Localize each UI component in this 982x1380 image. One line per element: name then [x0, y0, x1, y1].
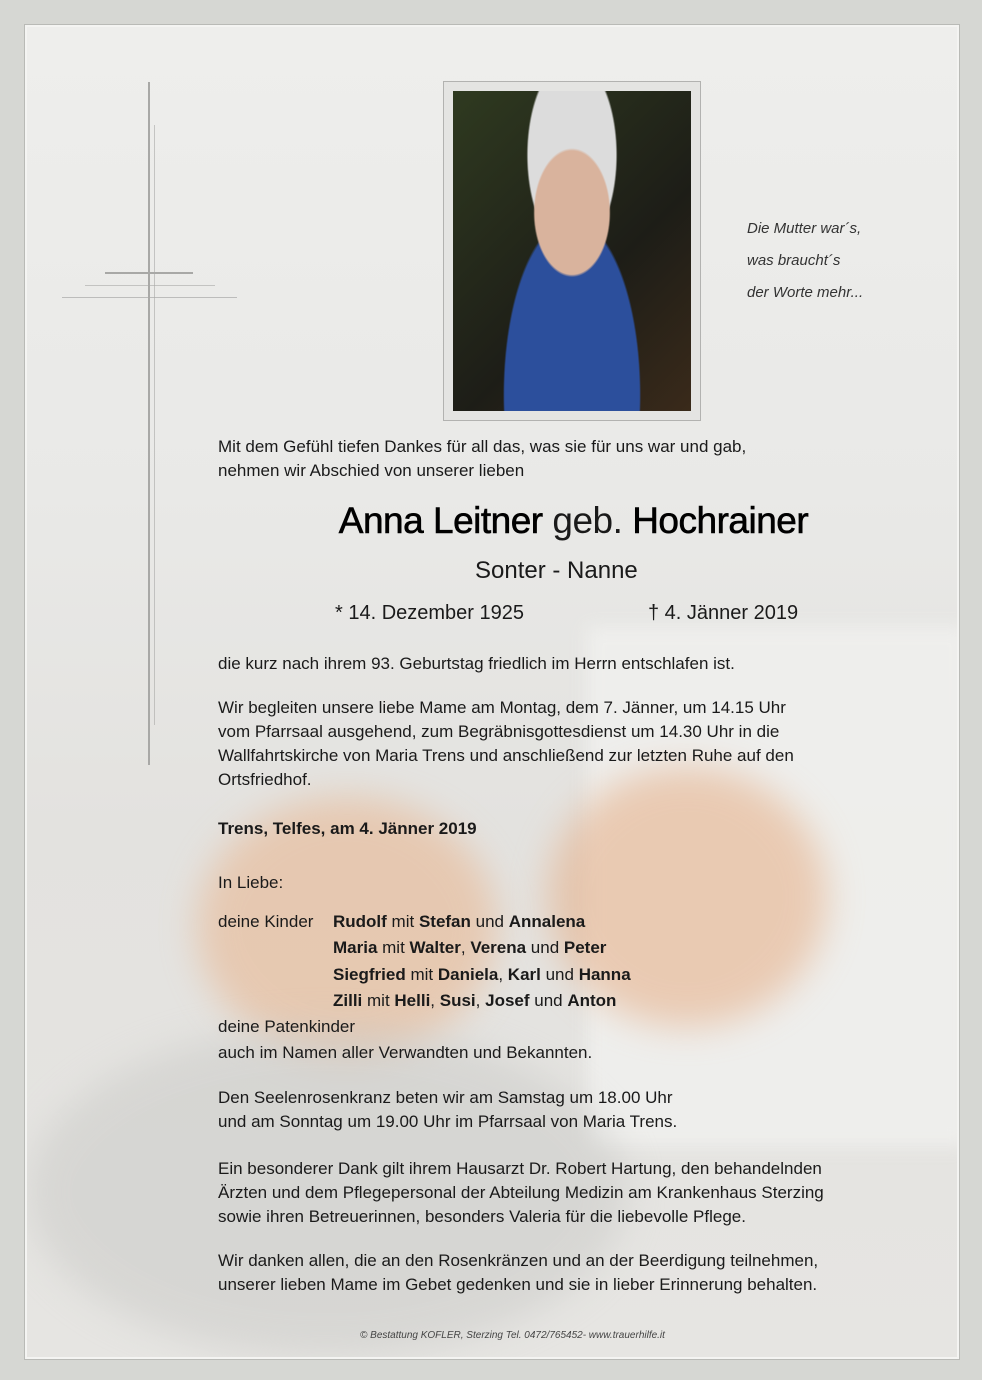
text-line: die kurz nach ihrem 93. Geburtstag friedlich im Herrn entschlafen ist. — [218, 654, 735, 673]
text-line: Wallfahrtskirche von Maria Trens und anschließend zur letzten Ruhe auf den — [218, 746, 794, 765]
name-last: Hochrainer — [632, 500, 809, 541]
nickname: Sonter - Nanne — [475, 557, 638, 584]
death-date: † 4. Jänner 2019 — [648, 602, 799, 624]
connector-text: mit — [377, 938, 410, 958]
connector-text: , — [460, 938, 471, 958]
family-member-name: Stefan — [418, 912, 471, 931]
text-line: auch im Namen aller Verwandten und Bekannten. — [218, 1043, 593, 1063]
family-row — [218, 935, 631, 961]
family-member-name: Anton — [567, 990, 617, 1010]
family-member-name: Zilli — [333, 990, 363, 1010]
funeral-paragraph — [218, 696, 794, 792]
thanks-paragraph — [218, 1157, 824, 1229]
family-label — [218, 962, 333, 988]
place-date: Trens, Telfes, am 4. Jänner 2019 — [218, 819, 477, 838]
connector-text: und — [526, 938, 564, 958]
text-line: Mit dem Gefühl tiefen Dankes für all das, was sie für uns war und gab, — [218, 437, 747, 456]
family-label: deine Kinder — [218, 912, 314, 931]
portrait-photo — [453, 91, 691, 411]
text-line: Ärzten und dem Pflegepersonal der Abteilung Medizin am Krankenhaus Sterzing — [218, 1183, 824, 1202]
rosary-paragraph — [218, 1086, 677, 1134]
portrait-frame — [443, 81, 701, 421]
family-member-name: Peter — [563, 938, 607, 958]
intro-text — [218, 435, 746, 483]
text-line: Ein besonderer Dank gilt ihrem Hausarzt Dr. Robert Hartung, den behandelnden — [218, 1159, 822, 1178]
family-member-name: Annalena — [508, 912, 586, 931]
connector-text: , — [475, 990, 486, 1010]
text-line: vom Pfarrsaal ausgehend, zum Begräbnisgottesdienst um 14.30 Uhr in die — [218, 722, 780, 741]
family-member-name: Verena — [470, 938, 527, 958]
connector-text: mit — [405, 964, 438, 984]
family-member-name: Siegfried — [333, 964, 406, 984]
text-line: nehmen wir Abschied von unserer lieben — [218, 461, 525, 480]
text-line: unserer lieben Mame im Gebet gedenken und sie in lieber Erinnerung behalten. — [218, 1275, 818, 1294]
family-member-name: Helli — [394, 990, 431, 1010]
name-first: Anna Leitner — [338, 500, 543, 541]
text-line: Ortsfriedhof. — [218, 770, 312, 789]
connector-text: , — [498, 964, 508, 984]
footer-credit: © Bestattung KOFLER, Sterzing Tel. 0472/765452- www.trauerhilfe.it — [360, 1330, 665, 1341]
birth-date: * 14. Dezember 1925 — [335, 602, 525, 624]
text-line: deine Patenkinder — [218, 1017, 356, 1037]
connector-text: mit — [386, 912, 419, 931]
connector-text: und — [529, 990, 568, 1010]
connector-text: und — [470, 912, 509, 931]
family-label — [218, 935, 333, 961]
family-member-name: Maria — [333, 938, 378, 958]
text-line: sowie ihren Betreuerinnen, besonders Valeria für die liebevolle Pflege. — [218, 1207, 746, 1226]
family-row — [218, 988, 631, 1014]
text-line: Wir begleiten unsere liebe Mame am Montag, dem 7. Jänner, um 14.15 Uhr — [218, 698, 786, 717]
connector-text: , — [430, 990, 440, 1010]
family-member-name: Josef — [485, 990, 530, 1010]
family-list — [218, 909, 631, 1067]
closing-paragraph — [218, 1249, 818, 1297]
connector-text: mit — [362, 990, 395, 1010]
quote-line: was braucht´s — [747, 252, 841, 269]
name-middle: geb. — [552, 500, 623, 541]
quote — [747, 213, 863, 309]
family-member-name: Hanna — [578, 964, 631, 984]
family-member-name: Rudolf — [333, 912, 387, 931]
text-line: Den Seelenrosenkranz beten wir am Samstag um 18.00 Uhr — [218, 1088, 673, 1107]
deceased-name — [0, 500, 982, 542]
in-love-label: In Liebe: — [218, 873, 284, 892]
text-line: und am Sonntag um 19.00 Uhr im Pfarrsaal von Maria Trens. — [218, 1112, 678, 1131]
connector-text: und — [540, 964, 579, 984]
quote-line: Die Mutter war´s, — [747, 220, 862, 237]
family-member-name: Daniela — [437, 964, 499, 984]
family-member-name: Walter — [409, 938, 461, 958]
text-line: Wir danken allen, die an den Rosenkränzen und an der Beerdigung teilnehmen, — [218, 1251, 819, 1270]
family-row — [218, 909, 631, 935]
family-member-name: Susi — [439, 990, 476, 1010]
family-label — [218, 988, 333, 1014]
family-member-name: Karl — [507, 964, 541, 984]
family-row — [218, 962, 631, 988]
quote-line: der Worte mehr... — [747, 284, 864, 301]
